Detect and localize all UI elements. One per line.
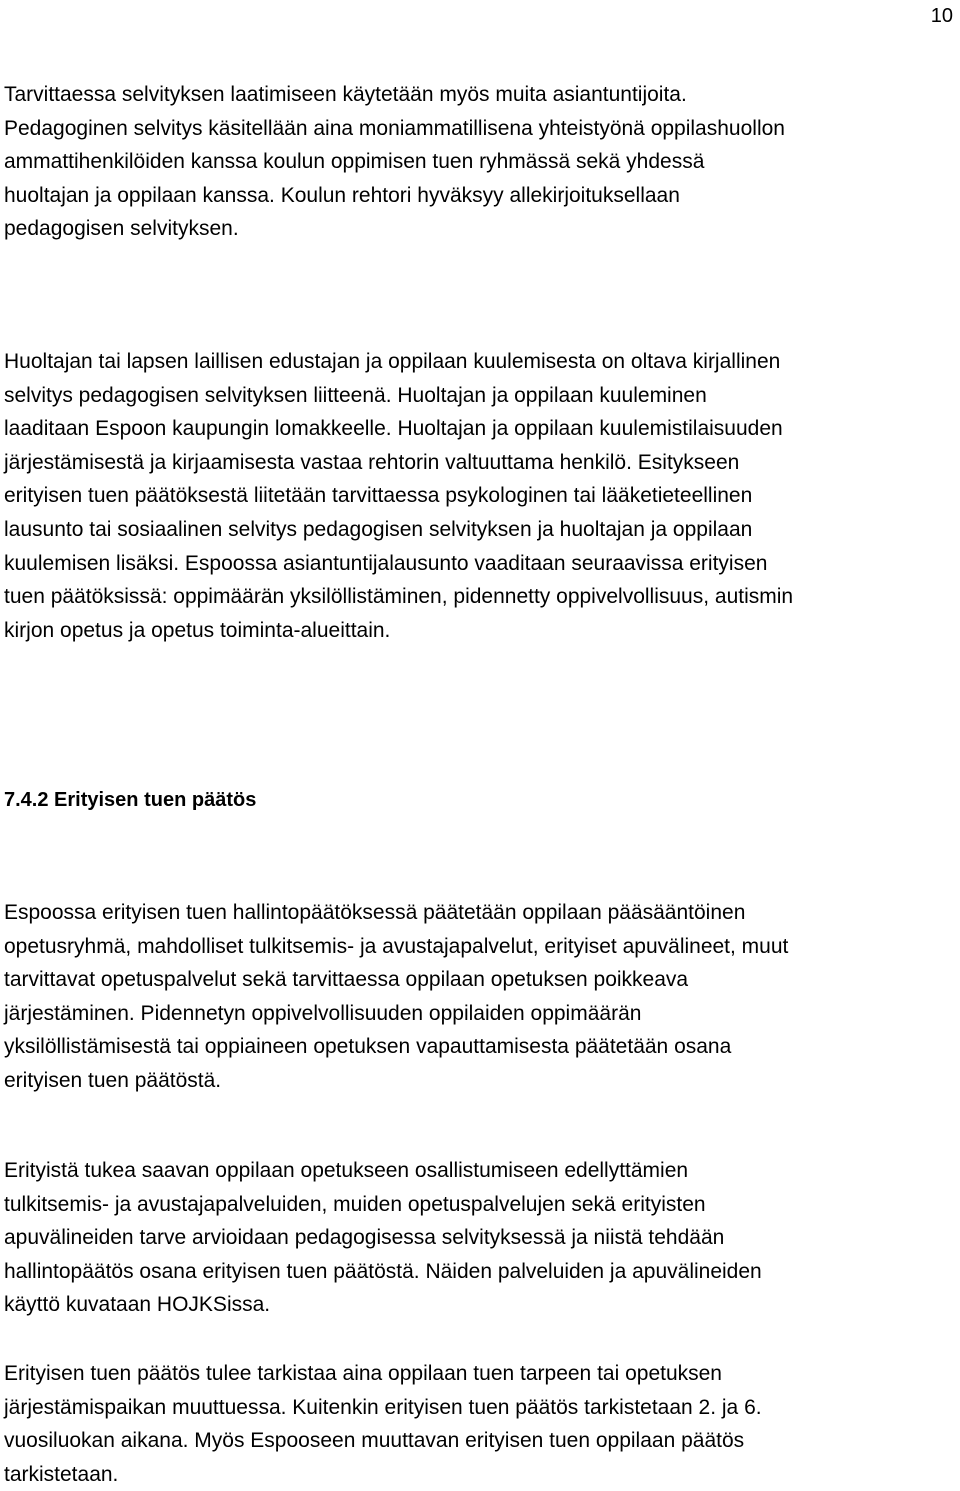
paragraph-support-services: Erityistä tukea saavan oppilaan opetukseen osallistumiseen edellyttämien tulkitsemis- ja avustajapalveluiden, muiden opetuspalvelujen sekä erityisten apuvälineiden tarve arvioidaan pedagogisessa selvityksessä ja niistä tehdään hallintopäätös osana erityisen tuen päätöstä. Näiden palveluiden ja apuvälineiden käyttö kuvataan HOJKSissa.	[4, 1159, 762, 1317]
page-number: 10	[930, 5, 953, 27]
paragraph-decision-content: Espoossa erityisen tuen hallintopäätöksessä päätetään oppilaan pääsääntöinen opetusryhmä, mahdolliset tulkitsemis- ja avustajapalvelut, erityiset apuvälineet, muut tarvittavat opetuspalvelut sekä tarvittaessa oppilaan opetuksen poikkeava järjestäminen. Pidennetyn oppivelvollisuuden oppilaiden oppimäärän yksilöllistämisestä tai oppiaineen opetuksen vapauttamisesta päätetään osana erityisen tuen päätöstä.	[4, 901, 789, 1092]
paragraph-guardian-hearing: Huoltajan tai lapsen laillisen edustajan ja oppilaan kuulemisesta on oltava kirjallinen selvitys pedagogisen selvityksen liitteenä. Huoltajan ja oppilaan kuuleminen laaditaan Espoon kaupungin lomakkeelle. Huoltajan ja oppilaan kuulemistilaisuuden järjestämisestä ja kirjaamisesta vastaa rehtorin valtuuttama henkilö. Esitykseen erityisen tuen päätöksestä liitetään tarvittaessa psykologinen tai lääketieteellinen lausunto tai sosiaalinen selvitys pedagogisen selvityksen ja huoltajan ja oppilaan kuulemisen lisäksi. Espoossa asiantuntijalausunto vaaditaan seuraavissa erityisen tuen päätöksissä: oppimäärän yksilöllistäminen, pidennetty oppivelvollisuus, autismin kirjon opetus ja opetus toiminta-alueittain.	[4, 350, 794, 642]
paragraph-decision-review: Erityisen tuen päätös tulee tarkistaa aina oppilaan tuen tarpeen tai opetuksen järjestämispaikan muuttuessa. Kuitenkin erityisen tuen päätös tarkistetaan 2. ja 6. vuosiluokan aikana. Myös Espooseen muuttavan erityisen tuen oppilaan päätös tarkistetaan.	[4, 1362, 762, 1486]
section-heading: 7.4.2 Erityisen tuen päätös	[4, 789, 257, 811]
paragraph-expert-statements: Tarvittaessa selvityksen laatimiseen käytetään myös muita asiantuntijoita. Pedagoginen selvitys käsitellään aina moniammatillisena yhteistyönä oppilashuollon ammattihenkilöiden kanssa koulun oppimisen tuen ryhmässä sekä yhdessä huoltajan ja oppilaan kanssa. Koulun rehtori hyväksyy allekirjoituksellaan pedagogisen selvityksen.	[4, 83, 785, 241]
